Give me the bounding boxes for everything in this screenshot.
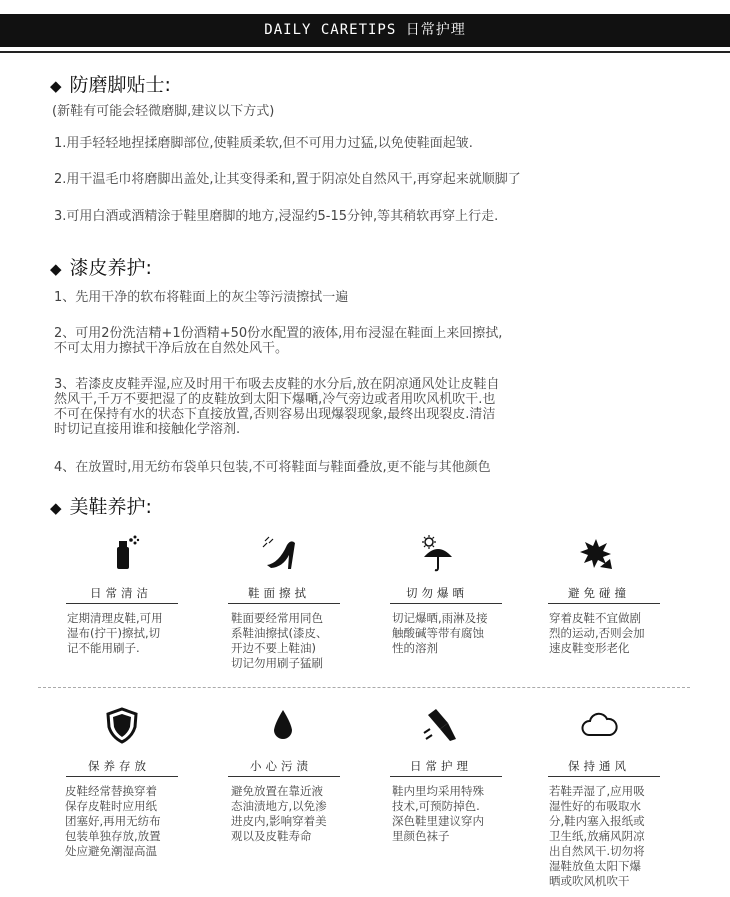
care-item-title: 避免碰撞 [568, 586, 630, 600]
text-line: 烈的运动,否则会加 [549, 626, 645, 640]
text-line: 性的溶剂 [392, 641, 438, 655]
dashed-divider [38, 687, 690, 688]
tip-line: 3、若漆皮皮鞋弄湿,应及时用干布吸去皮鞋的水分后,放在阴凉通风处让皮鞋自 [54, 377, 500, 392]
care-item-text [231, 611, 346, 671]
paint-brush-icon [420, 705, 460, 745]
text-line: 里颜色袜子 [392, 829, 450, 843]
care-item-text [392, 611, 507, 656]
section-heading-anti-blister [50, 70, 171, 97]
section-heading-patent-leather [50, 253, 152, 280]
text-line: 记不能用刷子. [67, 641, 140, 655]
text-line: 切记勿用刷子猛刷 [231, 656, 323, 670]
diamond-bullet-icon: ◆ [50, 260, 62, 278]
collision-icon [576, 533, 616, 573]
text-line: 鞋内里均采用特殊 [392, 784, 484, 798]
text-line: 处应避免潮湿高温 [65, 844, 157, 858]
title-underline [66, 776, 178, 777]
cloud-icon [579, 705, 619, 745]
text-line: 避免放置在靠近液 [231, 784, 323, 798]
tip-line: 然风干,千万不要把湿了的皮鞋放到太阳下爆嗮,冷气旁边或者用吹风机吹干.也 [54, 392, 496, 407]
text-line: 卫生纸,放痛风阴凉 [549, 829, 645, 843]
text-line: 保存皮鞋时应用纸 [65, 799, 157, 813]
section-heading-shoe-care [50, 492, 152, 519]
header-banner [0, 0, 730, 58]
text-line: 皮鞋经常替换穿着 [65, 784, 157, 798]
text-line: 若鞋弄湿了,应用吸 [549, 784, 645, 798]
tip-item: 1、先用干净的软布将鞋面上的灰尘等污渍擦拭一遍 [54, 290, 349, 305]
shield-icon [102, 705, 142, 745]
title-underline [228, 603, 340, 604]
text-line: 系鞋油擦拭(漆皮、 [231, 626, 328, 640]
heading-text: 美鞋养护: [69, 496, 152, 518]
sun-umbrella-icon [416, 533, 456, 573]
text-line: 态油渍地方,以免渗 [231, 799, 327, 813]
title-underline [548, 603, 660, 604]
care-item-title: 日常清洁 [90, 586, 152, 600]
water-drop-icon [263, 705, 303, 745]
text-line: 观以及皮鞋寿命 [231, 829, 312, 843]
heading-text: 漆皮养护: [69, 257, 152, 279]
care-item-text [549, 784, 664, 889]
high-heel-shoe-icon [261, 533, 301, 573]
title-underline [66, 603, 178, 604]
tip-line: 2、可用2份洗洁精+1份酒精+50份水配置的液体,用布浸湿在鞋面上来回擦拭, [54, 326, 503, 341]
text-line: 湿鞋放鱼太阳下爆 [549, 859, 641, 873]
tip-item [54, 377, 684, 437]
care-item-title: 小心污渍 [250, 759, 312, 773]
text-line: 团塞好,再用无纺布 [65, 814, 161, 828]
tip-line: 不可在保持有水的状态下直接放置,否则容易出现爆裂现象,最终出现裂皮.清洁 [54, 407, 496, 422]
care-item-text [549, 611, 664, 656]
text-line: 进皮内,影响穿着美 [231, 814, 327, 828]
care-item-title: 切勿爆晒 [406, 586, 468, 600]
text-line: 触酸碱等带有腐蚀 [392, 626, 484, 640]
text-line: 湿布(拧干)擦拭,切 [67, 626, 161, 640]
title-underline [228, 776, 340, 777]
tip-item: 2.用干温毛巾将磨脚出盖处,让其变得柔和,置于阴凉处自然风干,再穿起来就顺脚了 [54, 172, 521, 187]
text-line: 深色鞋里建议穿内 [392, 814, 484, 828]
care-item-text [67, 611, 182, 656]
diamond-bullet-icon: ◆ [50, 77, 62, 95]
title-underline [548, 776, 660, 777]
text-line: 穿着皮鞋不宜做剧 [549, 611, 641, 625]
text-line: 分,鞋内塞入报纸或 [549, 814, 645, 828]
heading-text: 防磨脚贴士: [69, 74, 171, 96]
spray-bottle-icon [104, 533, 144, 573]
text-line: 晒或吹风机吹干 [549, 874, 630, 888]
text-line: 开边不要上鞋油) [231, 641, 316, 655]
tip-item: 4、在放置时,用无纺布袋单只包装,不可将鞋面与鞋面叠放,更不能与其他颜色 [54, 460, 491, 475]
text-line: 技术,可预防掉色. [392, 799, 480, 813]
care-item-text [392, 784, 507, 844]
section-subtitle: (新鞋有可能会轻微磨脚,建议以下方式) [52, 104, 275, 119]
text-line: 定期清理皮鞋,可用 [67, 611, 163, 625]
care-item-title: 日常护理 [410, 759, 472, 773]
text-line: 湿性好的布吸取水 [549, 799, 641, 813]
tip-item: 1.用手轻轻地捏揉磨脚部位,使鞋质柔软,但不可用力过猛,以免使鞋面起皱. [54, 136, 473, 151]
text-line: 速皮鞋变形老化 [549, 641, 630, 655]
tip-line: 不可太用力擦拭干净后放在自然处风干。 [54, 341, 289, 356]
tip-item [54, 326, 684, 356]
title-underline [390, 603, 502, 604]
tip-line: 时切记直接用谁和接触化学溶剂. [54, 422, 241, 437]
care-item-title: 鞋面擦拭 [248, 586, 310, 600]
care-item-title: 保养存放 [88, 759, 150, 773]
diamond-bullet-icon: ◆ [50, 499, 62, 517]
banner-underline [0, 51, 730, 53]
text-line: 切记爆晒,雨淋及接 [392, 611, 488, 625]
tip-item: 3.可用白酒或酒精涂于鞋里磨脚的地方,浸湿约5-15分钟,等其稍软再穿上行走. [54, 209, 499, 224]
care-item-text [65, 784, 180, 859]
title-underline [390, 776, 502, 777]
care-item-text [231, 784, 346, 844]
text-line: 包装单独存放,放置 [65, 829, 161, 843]
care-item-title: 保持通风 [568, 759, 630, 773]
text-line: 鞋面要经常用同色 [231, 611, 323, 625]
text-line: 出自然风干.切勿将 [549, 844, 645, 858]
banner-title: DAILY CARETIPS 日常护理 [264, 22, 466, 38]
